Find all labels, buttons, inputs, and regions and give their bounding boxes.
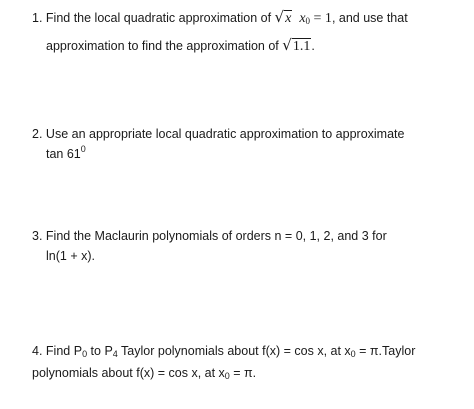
- problem-text: approximation to find the approximation of: [46, 39, 279, 53]
- problem-text: Find the Maclaurin polynomials of orders n = 0, 1, 2, and 3 for: [45, 229, 387, 243]
- problem-number: 3.: [32, 229, 43, 243]
- problem-2-line-2: [32, 144, 404, 164]
- problem-1-line-2: [32, 35, 408, 55]
- problem-text: , and use that: [331, 11, 408, 25]
- radicand: 1.1: [292, 39, 311, 54]
- problem-number: 2.: [32, 127, 43, 141]
- sqrt-1-1: [282, 35, 311, 57]
- problem-number: 1.: [32, 11, 43, 25]
- problem-4-line-1: 4. Find $P_0$ to $P_4$ Taylor polynomials about f(x) = cos x, at $x_0$ = π.Taylor: [32, 344, 416, 359]
- radicand: x: [285, 11, 292, 26]
- problem-text: polynomials about f(x) = cos x, at x: [32, 366, 225, 380]
- problem-text: Use an appropriate local quadratic approximation to approximate: [45, 127, 405, 141]
- radical-sign-icon: √: [274, 8, 285, 26]
- problem-2-line-1: [32, 124, 404, 144]
- degree-superscript: 0: [80, 144, 86, 154]
- problem-3-line-2: [32, 246, 387, 266]
- problem-text: tan 61: [46, 147, 81, 161]
- radical-sign-icon: √: [282, 36, 292, 54]
- problem-3: [32, 226, 387, 266]
- problem-1: [32, 7, 408, 55]
- problem-4-line-2: polynomials about f(x) = cos x, at $x_0 = \pi$.: [32, 366, 257, 381]
- x0-expression: $x_0 = 1$: [299, 11, 332, 26]
- problem-1-line-1: [32, 7, 408, 27]
- problem-text: ln(1 + x).: [46, 249, 95, 263]
- problem-3-line-1: [32, 226, 387, 246]
- problem-2: [32, 124, 404, 164]
- problem-text: Find P: [45, 344, 83, 358]
- sqrt-x: [275, 7, 293, 29]
- problem-4: [32, 341, 415, 383]
- problem-number: 4.: [32, 344, 43, 358]
- problem-text: Find the local quadratic approximation of: [45, 11, 272, 25]
- problem-text: .: [311, 39, 315, 53]
